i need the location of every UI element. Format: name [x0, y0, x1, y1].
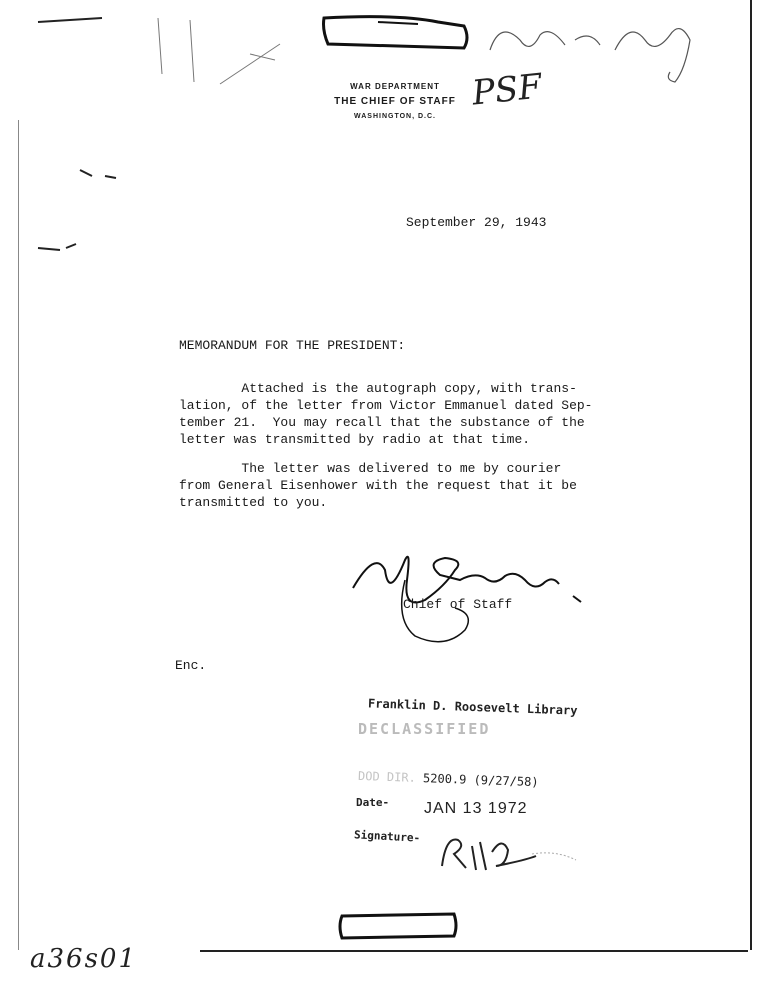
margin-marks — [30, 10, 130, 260]
file-code-handwritten: a36s01 — [30, 944, 138, 974]
stamp-date-label: Date- — [356, 796, 390, 809]
stamp-authority-prefix: DOD DIR. — [357, 768, 417, 785]
letter-date: September 29, 1943 — [406, 215, 547, 230]
letterhead-location: WASHINGTON, D.C. — [354, 113, 436, 120]
stamp-library-name: Franklin D. Roosevelt Library — [367, 696, 578, 718]
page-left-border — [18, 120, 19, 950]
page-bottom-border — [200, 950, 748, 952]
stamp-signature-label: Signature- — [353, 828, 421, 845]
signature-title: Chief of Staff — [403, 597, 513, 612]
psf-handwritten-mark: PSF — [470, 66, 544, 114]
classification-bar-top — [318, 8, 478, 54]
memo-heading: MEMORANDUM FOR THE PRESIDENT: — [179, 338, 406, 353]
stamp-authority-value: 5200.9 (9/27/58) — [422, 771, 539, 790]
classification-bar-bottom — [334, 904, 464, 944]
enclosure-note: Enc. — [175, 658, 207, 673]
stamp-handwritten-initials — [436, 826, 586, 876]
pencil-marks — [150, 14, 290, 104]
stamp-authority — [358, 769, 539, 789]
stamp-declassified: DECLASSIFIED — [358, 720, 491, 738]
stamp-date: JAN 13 1972 — [424, 800, 528, 817]
letterhead-office: THE CHIEF OF STAFF — [334, 96, 456, 107]
letterhead-department: WAR DEPARTMENT — [350, 82, 440, 91]
letterhead — [300, 82, 490, 120]
body-paragraph-2: The letter was delivered to me by courier from General Eisenhower with the request that it be transmitted to you. — [179, 461, 577, 510]
page-right-border — [750, 0, 752, 950]
body-paragraph-1: Attached is the autograph copy, with trans- lation, of the letter from Victor Emmanuel dated Sep- tember 21. You may recall that the substance of the letter was transmitted by radio at that time. — [179, 381, 593, 447]
handwritten-signature — [345, 540, 595, 650]
